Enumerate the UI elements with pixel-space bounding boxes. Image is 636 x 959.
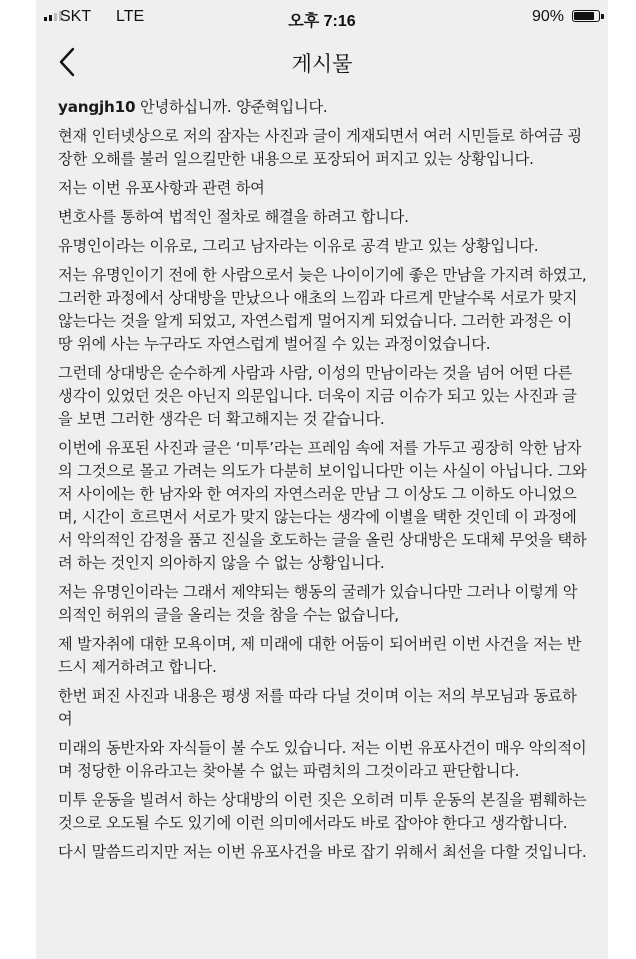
- post-paragraph: [58, 96, 588, 119]
- post-paragraph: 그런데 상대방은 순수하게 사람과 사람, 이성의 만남이라는 것을 넘어 어떤 다른 생각이 있었던 것은 아닌지 의문입니다. 더욱이 지금 이슈가 되고 있는 사진과 글을 보면 그러한 생각은 더 확고해지는 것 같습니다.: [58, 364, 577, 428]
- status-bar: [36, 0, 608, 34]
- post-text: 안녕하십니까. 양준혁입니다.: [135, 98, 328, 116]
- post-paragraph: 유명인이라는 이유로, 그리고 남자라는 이유로 공격 받고 있는 상황입니다.: [58, 237, 539, 255]
- post-paragraph: 저는 유명인이라는 그래서 제약되는 행동의 굴레가 있습니다만 그러나 이렇게 악의적인 허위의 글을 올리는 것을 참을 수는 없습니다,: [58, 583, 578, 624]
- post-paragraph: 현재 인터넷상으로 저의 잠자는 사진과 글이 게재되면서 여러 시민들로 하여금 굉장한 오해를 불러 일으킬만한 내용으로 포장되어 퍼지고 있는 상황입니다.: [58, 127, 582, 168]
- post-paragraph: 이번에 유포된 사진과 글은 ‘미투’라는 프레임 속에 저를 가두고 굉장히 악한 남자의 그것으로 몰고 가려는 의도가 다분히 보이입니다만 이는 사실이 아닙니다. 그와 저 사이에는 한 남자와 한 여자의 자연스러운 만남 그 이상도 그 이하도 아니었으며, 시간이 흐르면서 서로가 맞지 않는다는 생각에 이별을 택한 것인데 이 과정에서 악의적인 감정을 품고 진실을 호도하는 글을 올린 상대방은 도대체 무엇을 택하려 하는 것인지 의아하지 않을 수 없는 상황입니다.: [58, 439, 587, 572]
- battery-percentage: 90%: [531, 8, 564, 25]
- battery-icon: [572, 10, 600, 22]
- post-paragraph: 미투 운동을 빌려서 하는 상대방의 이런 짓은 오히려 미투 운동의 본질을 폄훼하는 것으로 오도될 수도 있기에 이런 의미에서라도 바로 잡아야 한다고 생각합니다.: [58, 791, 587, 832]
- status-time: 오후 7:16: [288, 13, 356, 30]
- post-paragraph: 변호사를 통하여 법적인 절차로 해결을 하려고 합니다.: [58, 208, 409, 226]
- post-paragraph: 저는 유명인이기 전에 한 사람으로서 늦은 나이이기에 좋은 만남을 가지려 하였고, 그러한 과정에서 상대방을 만났으나 애초의 느낌과 다르게 만날수록 서로가 맞지 않는다는 것을 알게 되었고, 자연스럽게 멀어지게 되었습니다. 그러한 과정은 이 땅 위에 사는 누구라도 자연스럽게 벌어질 수 있는 과정이었습니다.: [58, 266, 587, 353]
- post-paragraph: 미래의 동반자와 자식들이 볼 수도 있습니다. 저는 이번 유포사건이 매우 악의적이며 정당한 이유라고는 찾아볼 수 없는 파렴치의 그것이라고 판단합니다.: [58, 739, 587, 780]
- network-label: LTE: [116, 8, 145, 25]
- post-body: [58, 96, 588, 870]
- post-username[interactable]: yangjh10: [58, 98, 136, 116]
- post-paragraph: 제 발자취에 대한 모욕이며, 제 미래에 대한 어둠이 되어버린 이번 사건을 저는 반드시 제거하려고 합니다.: [58, 635, 582, 676]
- phone-screen: [36, 0, 608, 959]
- post-paragraph: 한번 퍼진 사진과 내용은 평생 저를 따라 다닐 것이며 이는 저의 부모님과 동료하여: [58, 687, 577, 728]
- carrier-label: SKT: [60, 8, 92, 25]
- page-title: 게시물: [291, 53, 353, 76]
- post-paragraph: 다시 말씀드리지만 저는 이번 유포사건을 바로 잡기 위해서 최선을 다할 것입니다.: [58, 843, 587, 861]
- nav-bar: [36, 34, 608, 90]
- post-paragraph: 저는 이번 유포사항과 관련 하여: [58, 179, 265, 197]
